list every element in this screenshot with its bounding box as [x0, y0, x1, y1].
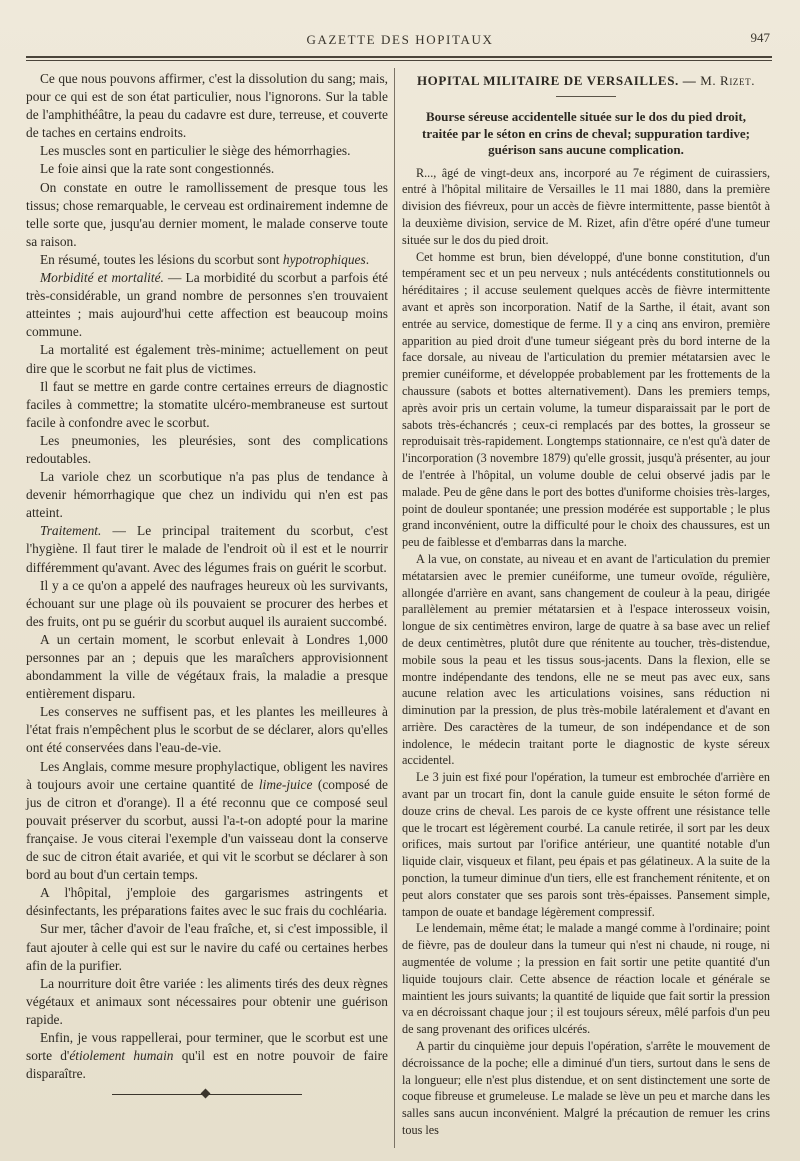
- section-title-text: HOPITAL MILITAIRE DE VERSAILLES. —: [416, 73, 697, 88]
- section-title: [402, 72, 770, 90]
- emphasis: lime-juice: [258, 776, 313, 792]
- emphasis: hypotrophiques: [282, 251, 366, 267]
- paragraph: On constate en outre le ramollissement de presque tous les tissus; chose remarquable, le cerveau est ordinairement indemne de telle sorte que, jusqu'au dernier moment, le malade conserve toute sa raison.: [26, 179, 388, 249]
- running-title: GAZETTE DES HOPITAUX: [306, 32, 494, 47]
- paragraph: Les conserves ne suffisent pas, et les plantes les meilleures à l'état frais n'empêchent plus le scorbut de se déclarer, alors qu'elles ont été conservées dans l'eau-de-vie.: [26, 704, 388, 756]
- end-ornament: [112, 1091, 302, 1099]
- paragraph: [26, 1029, 388, 1083]
- header-rule-thick: [26, 56, 772, 58]
- paragraph: Sur mer, tâcher d'avoir de l'eau fraîche, et, si c'est impossible, il faut ajouter à celle qui est sur le navire du café ou certaines herbes afin de la purifier.: [26, 921, 388, 973]
- right-column: [402, 72, 770, 1139]
- paragraph: La mortalité est également très-minime; actuellement on peut dire que le scorbut ne fait plus de victimes.: [26, 342, 388, 376]
- paragraph: R..., âgé de vingt-deux ans, incorporé au 7e régiment de cuirassiers, entré à l'hôpital militaire de Versailles le 11 mai 1880, dans la première division des fiévreux, pour un accès de fièvre intermittente, passe bientôt à la deuxième division, service de M. Rizet, afin d'être opéré d'une tumeur située sur le dos du pied droit.: [402, 165, 770, 247]
- paragraph: [26, 758, 388, 885]
- paragraph: Le foie ainsi que la rate sont congestionnés.: [40, 161, 275, 177]
- paragraph: Le lendemain, même état; le malade a mangé comme à l'ordinaire; point de fièvre, pas de douleur dans la tumeur qui n'est ni chaude, ni rouge, ni augmentée de volume ; la pression en fait sortir une petite quantité d'un liquide toujours clair. Cette absence de réaction locale et générale se maintient les jours suivants; la quantité de liquide que fait sortir la pression va en décroissant chaque jour ; il est toujours séreux, mêlé parfois d'un peu de sang provenant des orifices ulcérés.: [402, 921, 770, 1037]
- text-run: .: [365, 251, 370, 267]
- paragraph: A un certain moment, le scorbut enlevait à Londres 1,000 personnes par an ; depuis que les maraîchers approvisionnent abondamment la ville de végétaux frais, la maladie a presque entièrement disparu.: [26, 631, 388, 702]
- page-number: 947: [750, 30, 770, 45]
- paragraph: Cet homme est brun, bien développé, d'une bonne constitution, d'un tempérament sec et un peu nerveux ; nuls antécédents constitutionnels ou héréditaires ; il accuse seulement quelques accès de fièvre intermittente avant et après son incorporation. Natif de la Sarthe, il était, avant son entrée au service, domestique de ferme. Il y a cinq ans environ, première apparition au pied droit d'une tumeur siégeant près du bord interne de la face dorsale, au niveau de l'articulation du premier métatarsien avec le premier cunéiforme, et développée probablement par les frottements de la chaussure (sabots et bottes alternativement). Dans les premiers temps, après avoir pris un certain volume, la tumeur disparaissait par le port de sabots très-échancrés ; ceux-ci remplacés par des bottes, la grosseur se reproduisait très-rapidement. Longtemps stationnaire, ce n'est qu'à dater de l'incorporation (3 novembre 1879) qu'elle grossit, jusqu'à présenter, au jour de l'entrée à l'hôpital, un volume double de celui observé jadis par le malade. Peu de gêne dans le port des bottes d'uniforme choisies très-larges, point de douleur spontanée; une pression modérée est supportable ; le plus grand inconvénient, outre la difficulté pour le choix des chaussures, est un peu de faiblesse et d'embarras dans la marche.: [402, 249, 770, 550]
- paragraph: Les muscles sont en particulier le siège des hémorrhagies.: [40, 143, 351, 159]
- paragraph: Il y a ce qu'on a appelé des naufrages heureux où les survivants, échouant sur une plage où ils pouvaient se procurer des herbes et des fruits, ont pu se guérir du scorbut auquel ils auraient succombé.: [26, 577, 388, 629]
- ornament-diamond: [201, 1089, 211, 1099]
- paragraph: Il faut se mettre en garde contre certaines erreurs de diagnostic faciles à commettre; la stomatite ulcéro-membraneuse est surtout facile à confondre avec le scorbut.: [26, 378, 388, 430]
- text-run: (composé de jus de citron et d'orange). Il a été reconnu que ce composé seul pouvait préserver du scorbut, aussi l'a-t-on adopté pour la marine française. Je vous citerai l'exemple d'un vaisseau dont la conserve de suc de citron était avariée, et qui vit le scorbut se déclarer à son bord au bout d'un certain temps.: [26, 776, 388, 883]
- paragraph: A la vue, on constate, au niveau et en avant de l'articulation du premier métatarsien avec le premier cunéiforme, une tumeur ovoïde, régulière, allongée d'arrière en avant, sans changement de couleur à la peau, dirigée parallèlement au premier métatarsien et à l'espace interosseux voisin, longue de six centimètres environ, large de quatre à sa base avec un relief de deux centimètres, plutôt dure que rénitente au toucher, très-distendue, mobile sous la peau et les tissus sous-jacents. Dans la flexion, elle se montre indépendante des tendons, elle ne se meut pas avec eux, sans aucune relation avec les articulations voisines, sans réduction ni diminution par la pression, de plus très-mobile latéralement et d'avant en arrière. Des caractères de la tumeur, de son indépendance et de son indolence, le médecin traitant porte le diagnostic de kyste séreux accidentel.: [402, 551, 770, 768]
- paragraph: Le 3 juin est fixé pour l'opération, la tumeur est embrochée d'arrière en avant par un trocart fin, dont la canule guide ensuite le séton formé de douze crins de cheval. Les parois de ce kyste offrent une résistance telle que le trocart est légèrement courbé. La canule retirée, il sort par les deux orifices, mais surtout par l'orifice antérieur, une quantité notable d'un liquide clair, visqueux et filant, peu épais et pas gélatineux. A la suite de la ponction, la tumeur diminue d'un tiers, elle est franchement rénitente, et on peut alors constater que ses parois sont très-épaisses. Pansement simple, tampon de ouate et bandage légèrement compressif.: [402, 770, 770, 919]
- text-run: qu'il est en notre pouvoir de faire disparaître.: [26, 1048, 388, 1082]
- header-rule-thin: [26, 60, 772, 61]
- section-author: M. Rizet.: [700, 73, 756, 88]
- paragraph: [26, 522, 388, 576]
- text-run: Enfin, je vous rappellerai, pour terminer, que le scorbut est une sorte d': [26, 1029, 388, 1064]
- paragraph: [26, 269, 388, 341]
- paragraph: [26, 251, 388, 269]
- paragraph: Les pneumonies, les pleurésies, sont des complications redoutables.: [26, 432, 388, 466]
- short-rule: [556, 96, 616, 97]
- paragraph: A partir du cinquième jour depuis l'opération, s'arrête le mouvement de décroissance de la poche; elle a diminué d'un tiers, surtout dans le sens de la longueur; elle n'est plus distendue, et on sent distinctement une sorte de coque fibreuse et grumeleuse. Le malade se lève un peu et marche dans les salles sans aucun inconvénient. Malgré la précaution de remuer les crins tous les: [402, 1039, 770, 1138]
- text-run: En résumé, toutes les lésions du scorbut sont: [40, 251, 283, 267]
- paragraph: La variole chez un scorbutique n'a pas plus de tendance à devenir hémorrhagique que chez un individu qui n'en est pas atteint.: [26, 469, 388, 521]
- paragraph: A l'hôpital, j'emploie des gargarismes astringents et désinfectants, les préparations faites avec le suc frais du cochléaria.: [26, 885, 388, 919]
- left-column: [26, 70, 388, 1099]
- emphasis: étiolement humain: [69, 1048, 174, 1064]
- column-divider: [394, 68, 395, 1148]
- paragraph: La nourriture doit être variée : les aliments tirés des deux règnes végétaux et animaux sont nécessaires pour obtenir une guérison rapide.: [26, 975, 388, 1027]
- text-run: Les Anglais, comme mesure prophylactique, obligent les navires à toujours avoir une certaine quantité de: [26, 758, 388, 792]
- text-run: — La morbidité du scorbut a parfois été très-considérable, un grand nombre de personnes s'en trouvaient atteintes ; mais aujourd'hui cette affection est beaucoup moins commune.: [26, 270, 388, 340]
- case-title: Bourse séreuse accidentelle située sur le dos du pied droit, traitée par le séton en crins de cheval; suppuration tardive; guérison sans aucune complication.: [422, 109, 750, 158]
- section-lead: Traitement.: [40, 523, 102, 539]
- paragraph: Ce que nous pouvons affirmer, c'est la dissolution du sang; mais, pour ce qui est de son état particulier, nous l'ignorons. Sur la table de l'amphithéâtre, la peau du cadavre est dure, terreuse, et couverte de taches en certains endroits.: [26, 71, 388, 141]
- section-lead: Morbidité et mortalité.: [40, 270, 164, 286]
- text-run: — Le principal traitement du scorbut, c'est l'hygiène. Il faut tirer le malade de l'endroit où il est et le nourrir différemment qu'avant. Avec des légumes frais on guérit le scorbut.: [26, 523, 388, 575]
